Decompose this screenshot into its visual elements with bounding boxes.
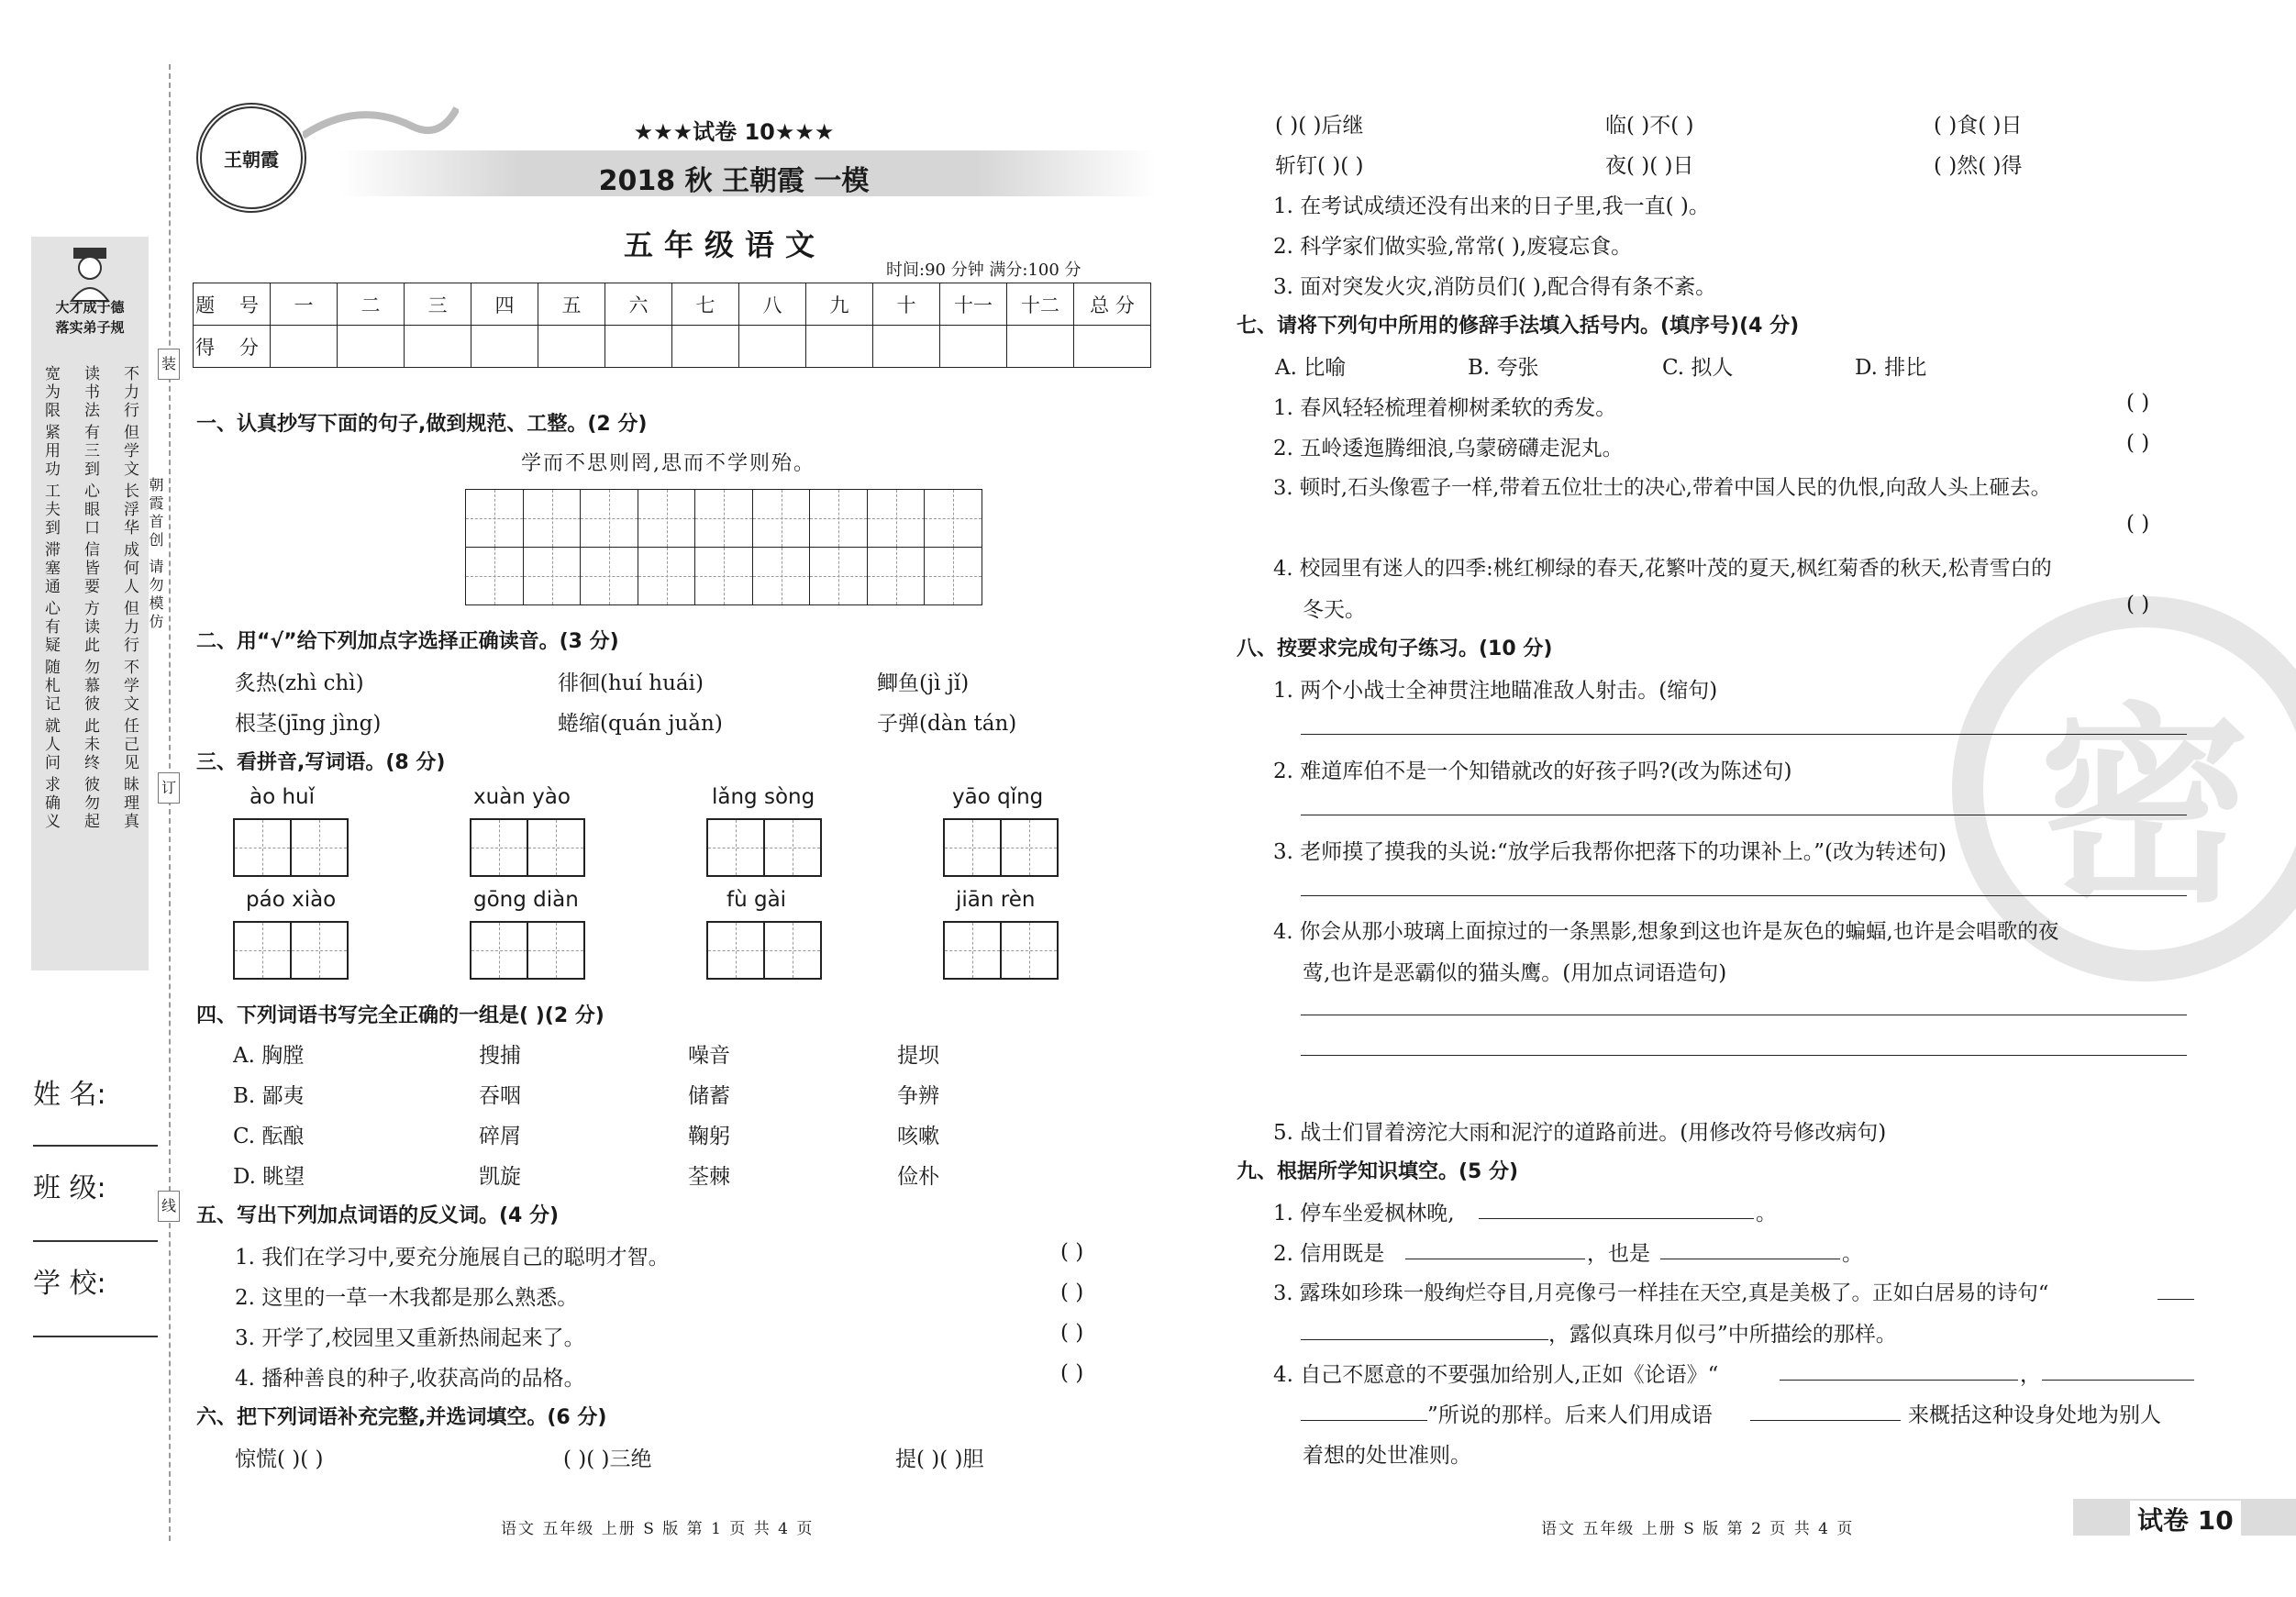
q5-item: 2. 这里的一草一木我都是那么熟悉。: [235, 1286, 579, 1310]
q9-text: 。: [1842, 1242, 1863, 1266]
q3-title: 三、看拼音,写词语。(8 分): [196, 751, 446, 774]
q8-item: 2. 难道库伯不是一个知错就改的好孩子吗?(改为陈述句): [1273, 760, 1792, 783]
q2-item[interactable]: 子弹(dàn tán): [877, 712, 1017, 736]
q2-title: 二、用“√”给下列加点字选择正确读音。(3 分): [196, 630, 619, 653]
motto-col: 求确义: [41, 776, 60, 831]
q7-option: B. 夸张: [1468, 356, 1539, 380]
score-cell[interactable]: [739, 326, 806, 368]
motto-subtitle: 落实弟子规: [55, 319, 125, 336]
q8-item: 3. 老师摸了摸我的头说:“放学后我帮你把落下的功课补上。”(改为转述句): [1273, 840, 1947, 864]
answer-paren[interactable]: ( ): [2126, 512, 2150, 536]
grid-cell[interactable]: [694, 547, 753, 605]
motto-col: 随札记: [41, 659, 60, 714]
answer-line[interactable]: [1301, 734, 2187, 735]
q4-word: 吞咽: [479, 1084, 521, 1108]
q7-option: D. 排比: [1855, 356, 1927, 380]
score-col: 四: [471, 283, 538, 326]
q1-sentence: 学而不思则罔,思而不学则殆。: [521, 452, 815, 475]
score-table: [193, 283, 1151, 368]
q4-word: 储蓄: [688, 1084, 730, 1108]
score-cell[interactable]: [471, 326, 538, 368]
answer-paren[interactable]: ( ): [2126, 431, 2150, 455]
subject-title: 五年级语文: [623, 227, 826, 262]
grid-cell[interactable]: [638, 547, 696, 605]
q7-item: 1. 春风轻轻梳理着柳树柔软的秀发。: [1273, 396, 1617, 420]
motto-col: 任己见: [120, 717, 139, 772]
q6-word[interactable]: 惊慌( )( ): [235, 1447, 324, 1471]
motto-col: 工夫到: [41, 482, 60, 538]
motto-col: 滞塞通: [41, 541, 60, 596]
score-cell[interactable]: [338, 326, 405, 368]
q9-text: ”所说的那样。后来人们用成语: [1427, 1403, 1713, 1427]
grid-row: [466, 548, 982, 605]
q6-word[interactable]: 临( )不( ): [1605, 114, 1694, 138]
q2-item[interactable]: 蜷缩(quán juǎn): [558, 712, 723, 736]
motto-panel: [31, 237, 149, 970]
q4-word: 鞠躬: [688, 1125, 730, 1148]
answer-line[interactable]: [1780, 1380, 2018, 1381]
grid-cell[interactable]: [809, 547, 868, 605]
grid-cell[interactable]: [638, 489, 696, 548]
motto-col: 就人问: [41, 717, 60, 772]
score-cell[interactable]: [1074, 326, 1151, 368]
confidential-seal: 密: [1952, 596, 2296, 981]
motto-col: 有三到: [81, 424, 99, 479]
q6-word[interactable]: ( )食( )日: [1934, 114, 2023, 138]
grid-cell[interactable]: [465, 547, 524, 605]
footer-left: 语文 五年级 上册 S 版 第 1 页 共 4 页: [501, 1520, 815, 1538]
q8-title: 八、按要求完成句子练习。(10 分): [1237, 638, 1553, 660]
answer-line[interactable]: [2042, 1380, 2194, 1381]
score-col: 九: [806, 283, 873, 326]
q4-option[interactable]: C. 酝酿: [233, 1125, 305, 1148]
motto-col: 读书法: [81, 365, 99, 420]
q9-text: ，也是: [1587, 1242, 1650, 1266]
motto-col: 不学文: [120, 659, 139, 714]
q5-title: 五、写出下列加点词语的反义词。(4 分): [196, 1204, 560, 1227]
q6-item[interactable]: 3. 面对突发火灾,消防员们( ),配合得有条不紊。: [1273, 275, 1717, 299]
answer-boxes[interactable]: [470, 921, 583, 980]
grid-cell[interactable]: [924, 547, 982, 605]
q9-item: 2. 信用既是: [1273, 1242, 1385, 1266]
pinyin: jiān rèn: [956, 888, 1036, 912]
score-cell[interactable]: [806, 326, 873, 368]
answer-boxes[interactable]: [706, 921, 820, 980]
score-cell[interactable]: [873, 326, 940, 368]
motto-col: 成何人: [120, 541, 139, 596]
q7-item: 2. 五岭逶迤腾细浪,乌蒙磅礴走泥丸。: [1273, 437, 1624, 460]
q4-word: 荃棘: [688, 1165, 730, 1189]
score-col: 五: [538, 283, 605, 326]
q9-item: 4. 自己不愿意的不要强加给别人,正如《论语》“: [1273, 1363, 1719, 1387]
q7-item: 4. 校园里有迷人的四季:桃红柳绿的春天,花繁叶茂的夏天,枫红菊香的秋天,松青雪白的: [1273, 557, 2052, 581]
pinyin: lǎng sòng: [712, 785, 815, 809]
answer-paren[interactable]: ( ): [2126, 593, 2150, 616]
score-row-label: 得 分: [194, 326, 271, 368]
motto-title: 大才成于德: [55, 299, 125, 316]
score-cell[interactable]: [405, 326, 471, 368]
grid-cell[interactable]: [809, 489, 868, 548]
motto-col: 勿慕彼: [81, 659, 99, 714]
grid-cell[interactable]: [694, 489, 753, 548]
grid-row: [466, 490, 982, 548]
motto-col: 长浮华: [120, 482, 139, 538]
q8-item: 4. 你会从那小玻璃上面掠过的一条黑影,想象到这也许是灰色的蝙蝠,也许是会唱歌的夜: [1273, 920, 2059, 944]
ribbon-icon: [303, 99, 459, 154]
score-col: 一: [271, 283, 338, 326]
paper-badge: 试卷 10: [2130, 1501, 2241, 1537]
grid-cell[interactable]: [924, 489, 982, 548]
motto-col: 心有疑: [41, 600, 60, 655]
answer-boxes[interactable]: [470, 818, 583, 877]
grid-cell[interactable]: [580, 547, 638, 605]
score-cell[interactable]: [271, 326, 338, 368]
pinyin: yāo qǐng: [952, 785, 1044, 809]
q2-item[interactable]: 鲫鱼(jì jǐ): [877, 671, 970, 695]
q1-title: 一、认真抄写下面的句子,做到规范、工整。(2 分): [196, 413, 648, 436]
answer-line[interactable]: [1301, 895, 2187, 896]
q6-word[interactable]: 提( )( )胆: [895, 1447, 984, 1471]
q6-item[interactable]: 1. 在考试成绩还没有出来的日子里,我一直( )。: [1273, 194, 1710, 218]
grid-cell[interactable]: [523, 547, 582, 605]
q5-item: 3. 开学了,校园里又重新热闹起来了。: [235, 1326, 585, 1350]
q9-text: 来概括这种设身处地为别人: [1908, 1403, 2161, 1427]
motto-col: 昧理真: [120, 776, 139, 831]
q6-word[interactable]: ( )( )三绝: [563, 1447, 652, 1471]
answer-line[interactable]: [1301, 1339, 1548, 1340]
grid-cell[interactable]: [523, 489, 582, 548]
q2-item[interactable]: 徘徊(huí huái): [558, 671, 704, 695]
score-col: 十一: [940, 283, 1007, 326]
motto-col: 但学文: [120, 424, 139, 479]
q2-item[interactable]: 炙热(zhì chì): [235, 671, 364, 695]
q2-item[interactable]: 根茎(jīng jìng): [235, 712, 382, 736]
school-field[interactable]: [33, 1336, 158, 1337]
q4-word: 噪音: [688, 1044, 730, 1068]
motto-col: 此未终: [81, 717, 99, 772]
score-col: 六: [605, 283, 672, 326]
answer-line[interactable]: [1301, 1420, 1427, 1421]
pinyin: xuàn yào: [473, 785, 571, 809]
grid-cell[interactable]: [465, 489, 524, 548]
q7-title: 七、请将下列句中所用的修辞手法填入括号内。(填序号)(4 分): [1237, 315, 1800, 338]
q4-word: 咳嗽: [897, 1125, 939, 1148]
score-cell[interactable]: [672, 326, 739, 368]
q9-text: ，: [2020, 1363, 2041, 1387]
q9-item-cont: 着想的处世准则。: [1303, 1444, 1471, 1468]
scholar-figure-icon: [62, 244, 117, 303]
answer-boxes[interactable]: [943, 818, 1057, 877]
answer-boxes[interactable]: [233, 818, 347, 877]
brand-logo: 王朝霞: [196, 103, 306, 213]
q4-option[interactable]: B. 鄙夷: [233, 1084, 305, 1108]
motto-col: 信皆要: [81, 541, 99, 596]
grid-cell[interactable]: [752, 489, 811, 548]
answer-paren[interactable]: ( ): [1060, 1361, 1084, 1385]
score-col: 八: [739, 283, 806, 326]
q7-item-cont: 冬天。: [1303, 598, 1366, 622]
time-score-info: 时间:90 分钟 满分:100 分: [886, 261, 1081, 280]
score-row-label: 题 号: [194, 283, 271, 326]
score-col: 总 分: [1074, 283, 1151, 326]
score-col: 三: [405, 283, 471, 326]
score-col: 二: [338, 283, 405, 326]
score-cell[interactable]: [538, 326, 605, 368]
q8-item: 1. 两个小战士全神贯注地瞄准敌人射击。(缩句): [1273, 679, 1718, 703]
motto-col: 宽为限: [41, 365, 60, 420]
q4-title: 四、下列词语书写完全正确的一组是( )(2 分): [196, 1004, 605, 1027]
motto-col: 紧用功: [41, 424, 60, 479]
q6-title: 六、把下列词语补充完整,并选词填空。(6 分): [196, 1406, 607, 1429]
footer-right: 语文 五年级 上册 S 版 第 2 页 共 4 页: [1541, 1520, 1855, 1538]
score-cell[interactable]: [940, 326, 1007, 368]
q4-word: 俭朴: [897, 1165, 939, 1189]
score-cell[interactable]: [605, 326, 672, 368]
q7-option: C. 拟人: [1662, 356, 1734, 380]
q8-item-cont: 莺,也许是恶霸似的猫头鹰。(用加点词语造句): [1303, 961, 1727, 985]
fold-label: 装: [158, 349, 180, 380]
answer-boxes[interactable]: [706, 818, 820, 877]
name-label: 姓 名:: [33, 1079, 106, 1111]
q8-item: 5. 战士们冒着滂沱大雨和泥泞的道路前进。(用修改符号修改病句): [1273, 1121, 1887, 1145]
grid-cell[interactable]: [867, 547, 926, 605]
answer-boxes[interactable]: [233, 921, 347, 980]
pinyin: páo xiào: [246, 888, 337, 912]
q9-text: 。: [1756, 1202, 1777, 1225]
class-field[interactable]: [33, 1240, 158, 1242]
q6-word[interactable]: 夜( )( )日: [1605, 154, 1694, 178]
score-cell[interactable]: [1007, 326, 1074, 368]
answer-boxes[interactable]: [943, 921, 1057, 980]
name-field[interactable]: [33, 1145, 158, 1147]
q4-word: 碎屑: [479, 1125, 521, 1148]
grid-cell[interactable]: [580, 489, 638, 548]
exam-title: 2018 秋 王朝霞 一模: [598, 165, 870, 197]
score-col: 十二: [1007, 283, 1074, 326]
pinyin: fù gài: [727, 888, 787, 912]
fold-label: 线: [158, 1191, 180, 1222]
q9-title: 九、根据所学知识填空。(5 分): [1237, 1160, 1519, 1183]
q4-option[interactable]: A. 胸膛: [233, 1044, 305, 1068]
q6-word[interactable]: ( )( )后继: [1275, 114, 1364, 138]
grid-cell[interactable]: [867, 489, 926, 548]
q7-item: 3. 顿时,石头像雹子一样,带着五位壮士的决心,带着中国人民的仇恨,向敌人头上砸去。: [1273, 476, 2052, 500]
q6-word[interactable]: 斩钉( )( ): [1275, 154, 1364, 178]
q6-word[interactable]: ( )然( )得: [1934, 154, 2023, 178]
fold-label: 订: [158, 772, 180, 804]
q4-word: 提坝: [897, 1044, 939, 1068]
answer-line[interactable]: [2157, 1299, 2194, 1300]
answer-paren[interactable]: ( ): [2126, 391, 2150, 415]
q7-option: A. 比喻: [1275, 356, 1347, 380]
answer-paren[interactable]: ( ): [1060, 1281, 1084, 1304]
score-col: 七: [672, 283, 739, 326]
q6-item[interactable]: 2. 科学家们做实验,常常( ),废寝忘食。: [1273, 235, 1633, 259]
pinyin: ào huǐ: [250, 785, 316, 809]
q5-item: 1. 我们在学习中,要充分施展自己的聪明才智。: [235, 1246, 670, 1270]
q4-word: 争辨: [897, 1084, 939, 1108]
q4-word: 搜捕: [479, 1044, 521, 1068]
answer-line[interactable]: [1750, 1420, 1901, 1421]
score-col: 十: [873, 283, 940, 326]
motto-col: 不力行: [120, 365, 139, 420]
q5-item: 4. 播种善良的种子,收获高尚的品格。: [235, 1367, 585, 1391]
q4-option[interactable]: D. 眺望: [233, 1165, 305, 1189]
answer-paren[interactable]: ( ): [1060, 1240, 1084, 1264]
copy-grid[interactable]: [466, 490, 982, 604]
q4-word: 凯旋: [479, 1165, 521, 1189]
grid-cell[interactable]: [752, 547, 811, 605]
motto-col: 彼勿起: [81, 776, 99, 831]
answer-line[interactable]: [1479, 1218, 1754, 1219]
motto-col: 但力行: [120, 600, 139, 655]
q9-text: ，露似真珠月似弓”中所描绘的那样。: [1548, 1323, 1897, 1347]
answer-line[interactable]: [1301, 1055, 2187, 1056]
q9-item: 3. 露珠如珍珠一般绚烂夺目,月亮像弓一样挂在天空,真是美极了。正如白居易的诗句“: [1273, 1281, 2049, 1305]
class-label: 班 级:: [33, 1172, 106, 1204]
school-label: 学 校:: [33, 1268, 106, 1300]
motto-col: 方读此: [81, 600, 99, 655]
answer-paren[interactable]: ( ): [1060, 1321, 1084, 1345]
motto-col: 心眼口: [81, 482, 99, 538]
q9-item: 1. 停车坐爱枫林晚,: [1273, 1202, 1455, 1225]
pinyin: gōng diàn: [473, 888, 579, 912]
copyright-note: 朝霞首创 请勿模仿: [147, 477, 164, 633]
paper-number: ★★★试卷 10★★★: [633, 119, 835, 145]
